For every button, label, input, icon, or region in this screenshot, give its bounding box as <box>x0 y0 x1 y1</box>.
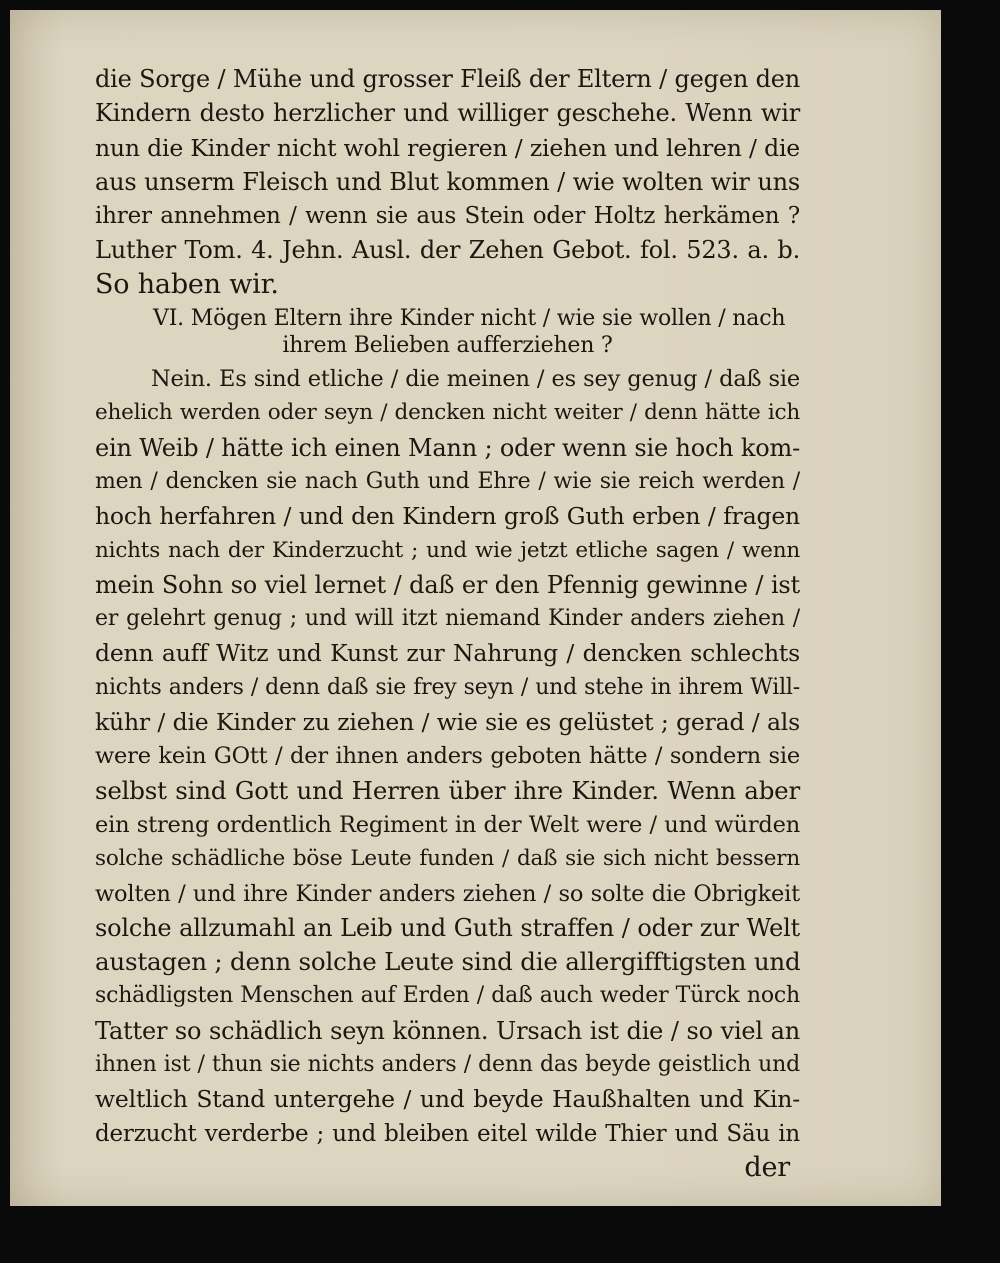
catchword: der <box>744 1151 790 1183</box>
text-line: aus unserm Fleisch und Blut kommen / wie wolten wir uns <box>95 167 800 196</box>
answer-line: weltlich Stand untergehe / und beyde Haußhalten und Kin- <box>95 1085 800 1114</box>
answer-line: selbst sind Gott und Herren über ihre Kinder. Wenn aber <box>95 775 800 805</box>
answer-line: nichts nach der Kinderzucht ; und wie jetzt etliche sagen / wenn <box>95 537 800 563</box>
answer-line: men / dencken sie nach Guth und Ehre / wie sie reich werden / <box>95 468 800 494</box>
answer-line: er gelehrt genug ; und will itzt niemand Kinder anders ziehen / <box>95 606 800 632</box>
answer-line: Nein. Es sind etliche / die meinen / es sey genug / daß sie <box>151 366 800 393</box>
answer-line: denn auff Witz und Kunst zur Nahrung / dencken schlechts <box>95 639 800 668</box>
answer-line: were kein GOtt / der ihnen anders geboten hätte / sondern sie <box>95 743 800 770</box>
answer-line: kühr / die Kinder zu ziehen / wie sie es gelüstet ; gerad / als <box>95 708 800 737</box>
answer-line: Tatter so schädlich seyn können. Ursach ist die / so viel an <box>95 1016 800 1045</box>
answer-line: austagen ; denn solche Leute sind die allergifftigsten und <box>95 947 801 977</box>
text-line: die Sorge / Mühe und grosser Fleiß der Eltern / gegen den <box>95 65 800 93</box>
answer-line: solche schädliche böse Leute funden / daß sie sich nicht bessern <box>95 846 800 872</box>
answer-line: mein Sohn so viel lernet / daß er den Pfennig gewinne / ist <box>95 570 800 599</box>
text-line: So haben wir. <box>95 268 279 300</box>
answer-line: nichts anders / denn daß sie frey seyn / und stehe in ihrem Will- <box>95 674 800 700</box>
answer-line: wolten / und ihre Kinder anders ziehen / so solte die Obrigkeit <box>95 880 800 907</box>
answer-line: ein streng ordentlich Regiment in der Welt were / und würden <box>95 811 800 838</box>
answer-line: derzucht verderbe ; und bleiben eitel wilde Thier und Säu in <box>95 1120 800 1147</box>
book-page <box>10 10 941 1206</box>
answer-line: schädligsten Menschen auf Erden / daß auch weder Türck noch <box>95 983 800 1009</box>
answer-line: solche allzumahl an Leib und Guth straffen / oder zur Welt <box>95 913 800 942</box>
question-heading-cont: ihrem Belieben aufferziehen ? <box>282 333 613 359</box>
text-line: Kindern desto herzlicher und williger geschehe. Wenn wir <box>95 99 800 128</box>
answer-line: ein Weib / hätte ich einen Mann ; oder wenn sie hoch kom- <box>95 433 800 462</box>
text-line: nun die Kinder nicht wohl regieren / ziehen und lehren / die <box>95 133 800 162</box>
page-text-block <box>95 62 800 1185</box>
question-heading: VI. Mögen Eltern ihre Kinder nicht / wie sie wollen / nach <box>153 306 786 332</box>
answer-line: ehelich werden oder seyn / dencken nicht weiter / denn hätte ich <box>95 400 800 426</box>
answer-line: hoch herfahren / und den Kindern groß Guth erben / fragen <box>95 502 800 531</box>
text-line: ihrer annehmen / wenn sie aus Stein oder Holtz herkämen ? <box>95 203 800 230</box>
answer-line: ihnen ist / thun sie nichts anders / denn das beyde geistlich und <box>95 1052 800 1078</box>
text-line: Luther Tom. 4. Jehn. Ausl. der Zehen Gebot. fol. 523. a. b. <box>95 236 800 265</box>
